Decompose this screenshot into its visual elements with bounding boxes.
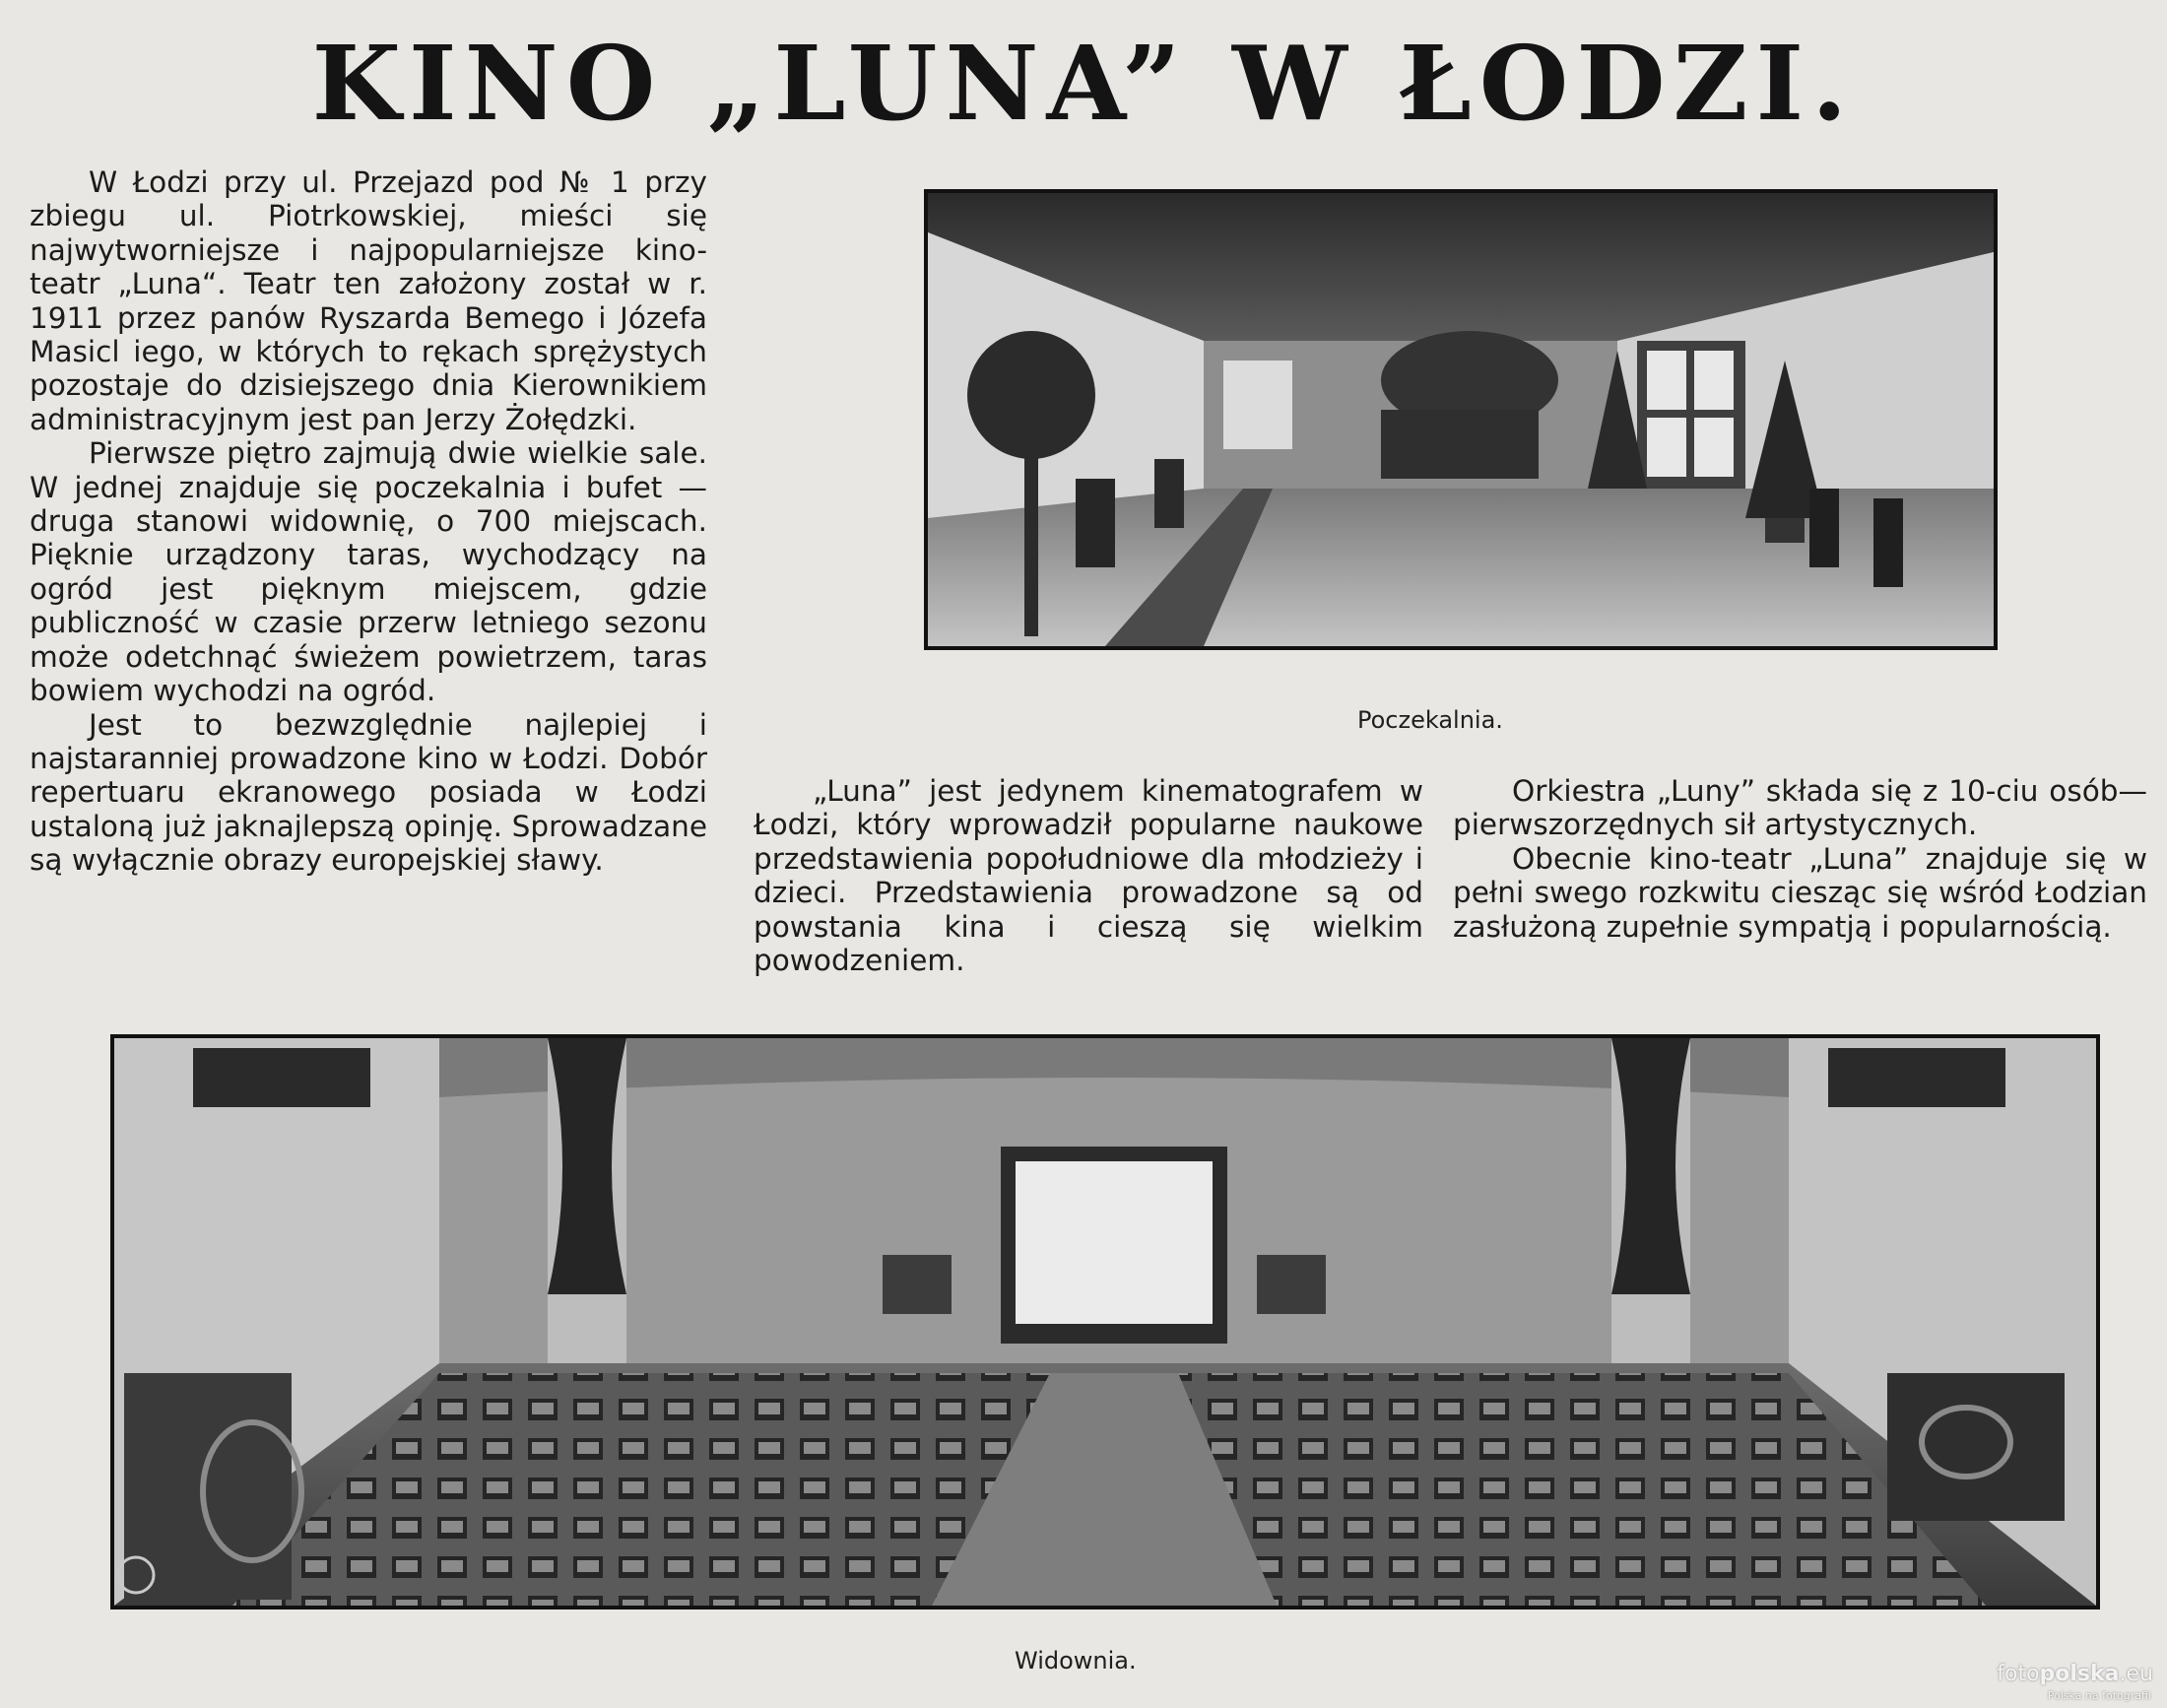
column-right — [1453, 774, 2147, 944]
waiting-room-caption: Poczekalnia. — [1357, 706, 1503, 734]
paragraph: Pierwsze piętro zajmują dwie wielkie sale. W jednej znajduje się poczekalnia i bufet — druga stanowi widownię, o 700 miejscach. Pięknie urządzony taras, wychodzący na ogród jest pięknym miejscem, gdzie publiczność w czasie przerw letniego sezonu może odetchnąć świeżem powietrzem, taras bowiem wychodzi na ogród. — [30, 436, 707, 708]
watermark-brand: polska — [2039, 1662, 2120, 1686]
paragraph: W Łodzi przy ul. Przejazd pod № 1 przy zbiegu ul. Piotrkowskiej, mieści się najwytworniejsze i najpopularniejsze kino-teatr „Luna“. Teatr ten założony został w r. 1911 przez panów Ryszarda Bemego i Józefa Masicl iego, w których to rękach sprężystych pozostaje do dzisiejszego dnia Kierownikiem administracyjnym jest pan Jerzy Żołędzki. — [30, 165, 707, 436]
watermark-tagline: Polska na fotografii — [2047, 1689, 2151, 1702]
auditorium-photo — [110, 1034, 2100, 1609]
paragraph: Jest to bezwzględnie najlepiej i najstaranniej prowadzone kino w Łodzi. Dobór repertuaru ekranowego posiada w Łodzi ustaloną już jaknajlepszą opinję. Sprowadzane są wyłącznie obrazy europejskiej sławy. — [30, 707, 707, 878]
paragraph: Orkiestra „Luny” składa się z 10-ciu osób—pierwszorzędnych sił artystycznych. — [1453, 774, 2147, 842]
paragraph: „Luna” jest jedynem kinematografem w Łodzi, który wprowadził popularne naukowe przedstawienia popołudniowe dla młodzieży i dzieci. Przedstawienia prowadzone są od powstania kina i cieszą się wielkim powodzeniem. — [754, 774, 1423, 978]
auditorium-illustration — [114, 1038, 2096, 1606]
watermark-prefix: foto — [1997, 1662, 2040, 1686]
cinema-screen — [1016, 1161, 1213, 1324]
column-middle — [754, 774, 1423, 977]
column-left — [30, 165, 707, 878]
paragraph: Obecnie kino-teatr „Luna” znajduje się w pełni swego rozkwitu ciesząc się wśród Łodzian zasłużoną zupełnie sympatją i popularnością. — [1453, 841, 2147, 944]
watermark — [1997, 1662, 2153, 1686]
waiting-room-photo — [924, 189, 1998, 650]
waiting-room-illustration — [928, 193, 1994, 646]
watermark-suffix: .eu — [2119, 1662, 2153, 1686]
auditorium-caption: Widownia. — [1015, 1647, 1137, 1675]
article-title: KINO „LUNA” W ŁODZI. — [311, 23, 1856, 144]
